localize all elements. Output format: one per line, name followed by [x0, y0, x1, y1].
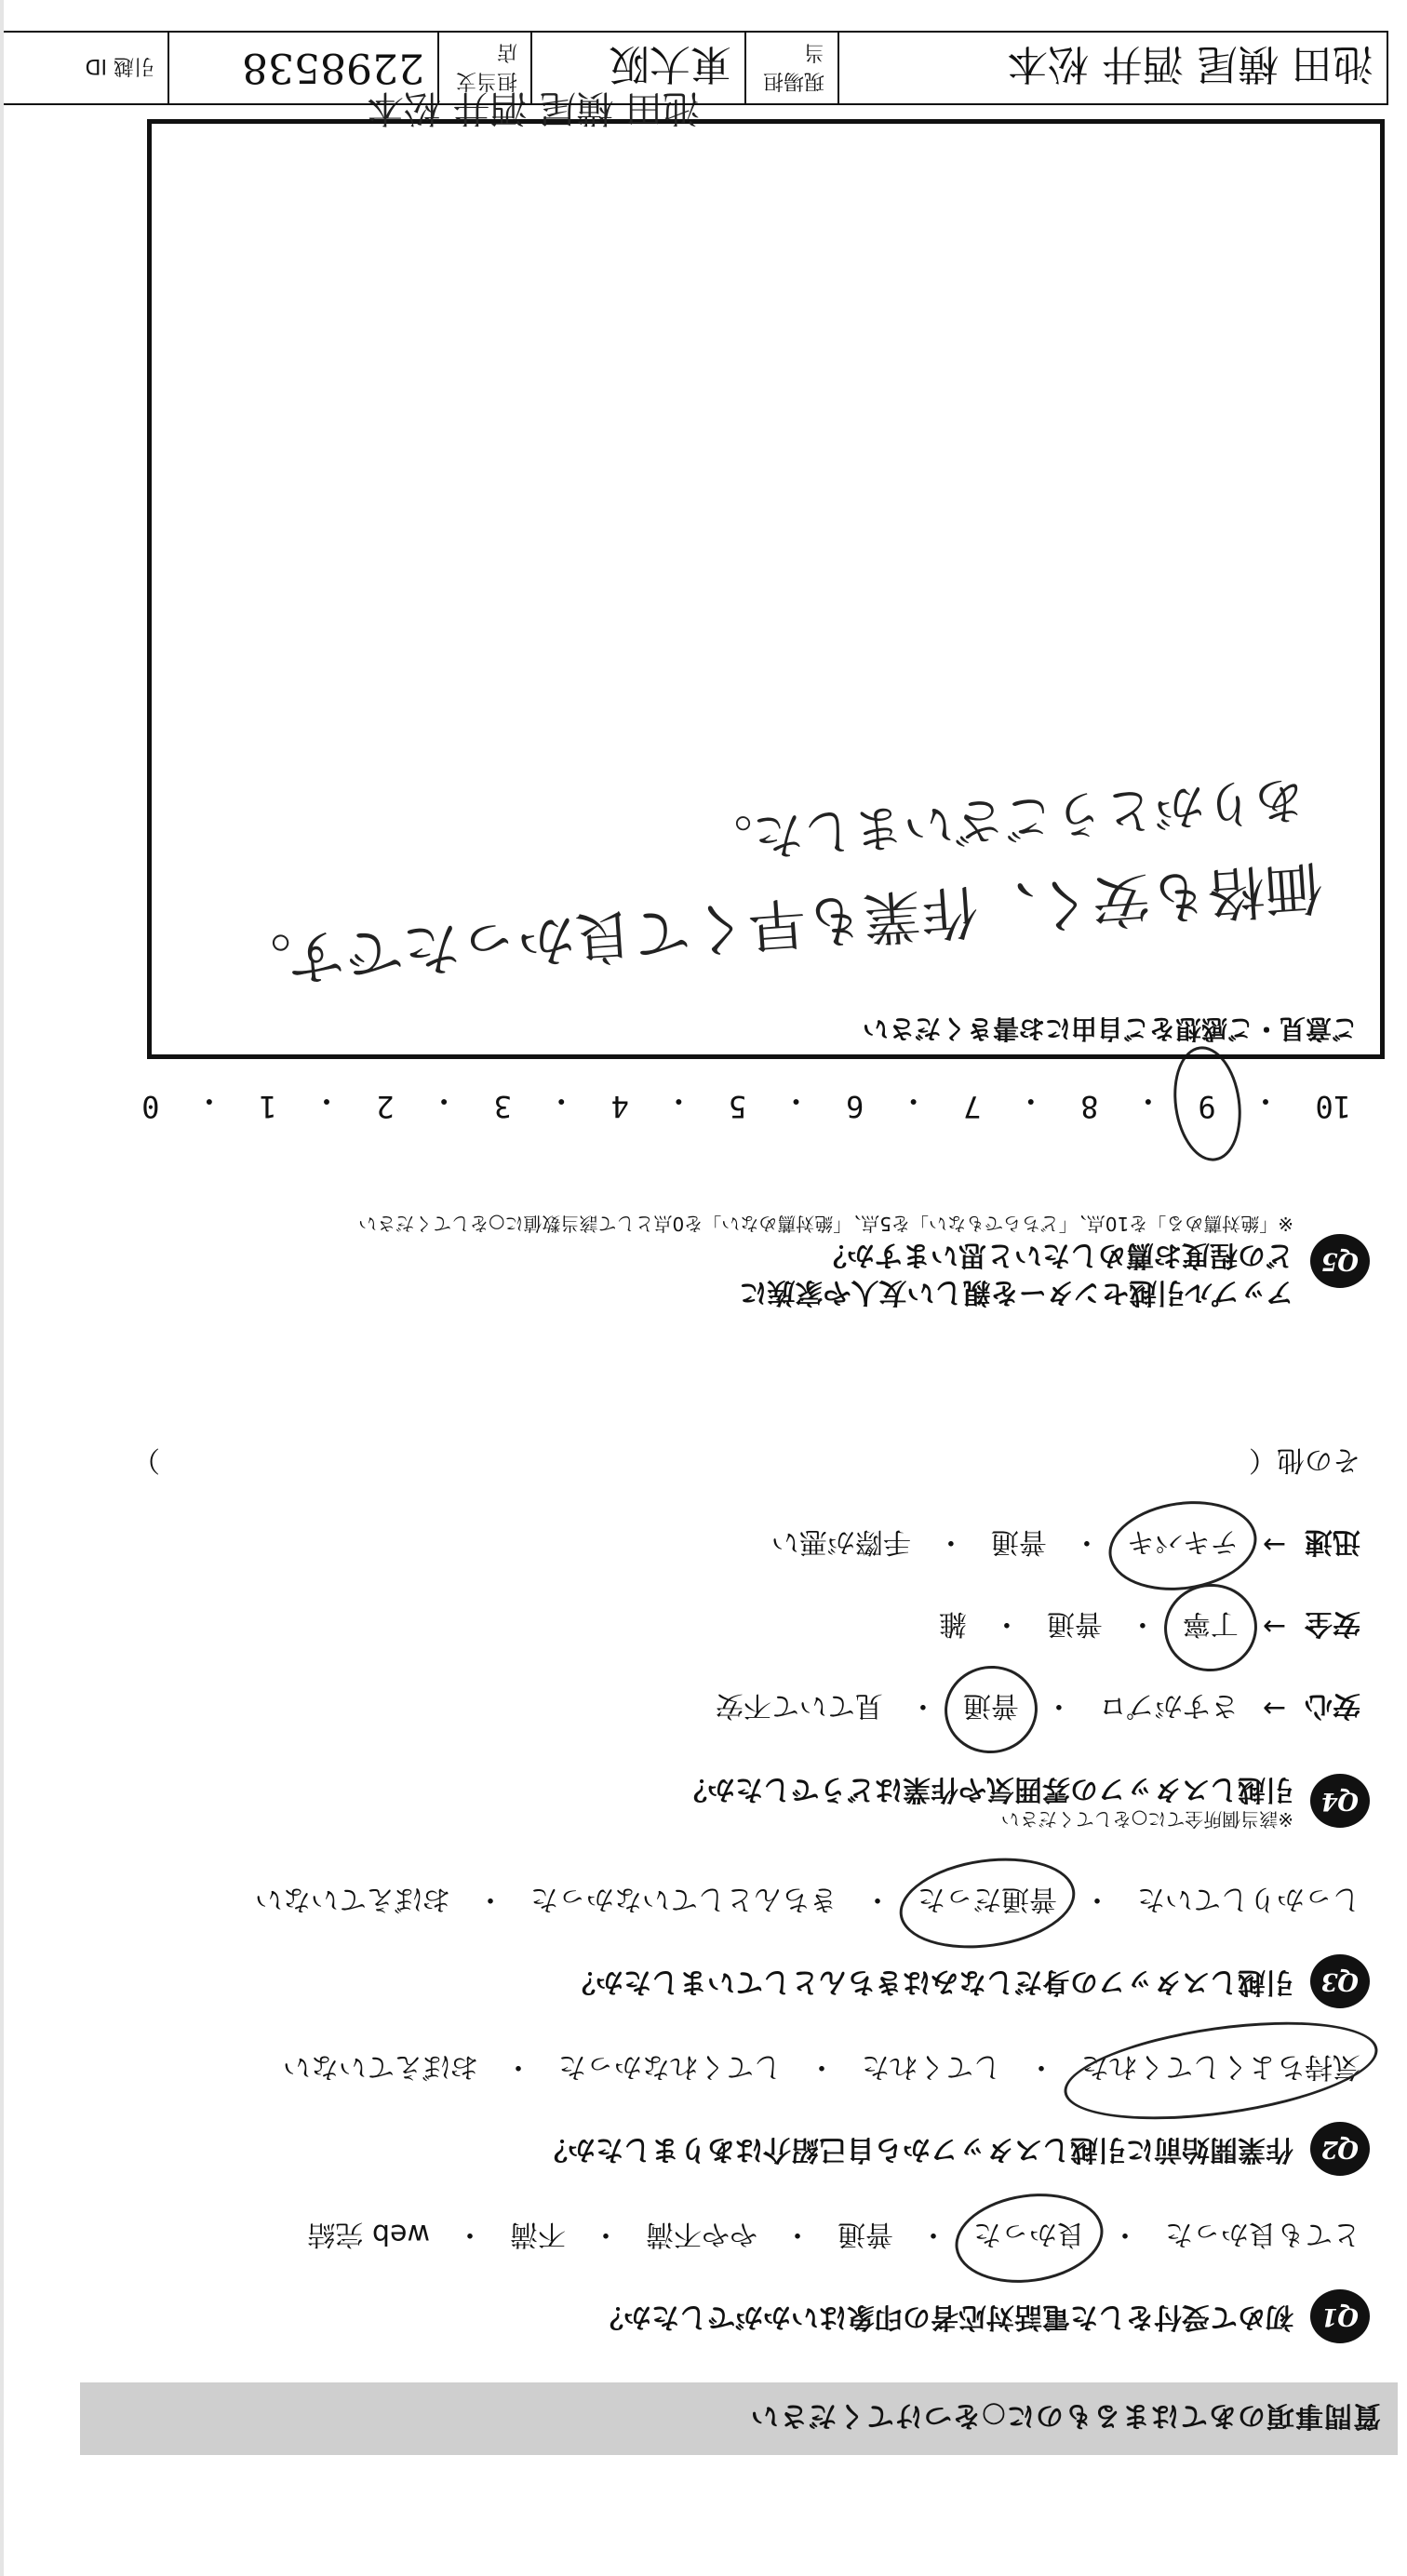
handwritten-comment-line1: 価格も安く、作業も早くて良かったです。 — [232, 852, 1325, 997]
scale-value[interactable]: 10 — [1315, 1089, 1351, 1124]
q4-row-anzen: 安全 → 丁寧 ・ 普通 ・ 雑 — [48, 1606, 1360, 1647]
staff-cell — [839, 33, 1387, 103]
q4-row-label: 安心 — [1305, 1689, 1360, 1722]
q4-row-anshin: 安心 → さすがプロ ・ 普通 ・ 見ていて不安 — [48, 1688, 1360, 1729]
scale-value[interactable]: 5 — [728, 1089, 747, 1124]
scale-value[interactable]: 7 — [963, 1089, 982, 1124]
arrow-icon: → — [1262, 1610, 1286, 1644]
q1-option[interactable]: web 完結 — [307, 2218, 430, 2250]
q2-options: 気持ちよくしてくれた ・ してくれた ・ してくれなかった ・ おぼえていない — [48, 2049, 1360, 2090]
q4-option-selected[interactable]: 普通 — [963, 1688, 1019, 1729]
scale-value[interactable]: 0 — [141, 1089, 160, 1124]
q4-option[interactable]: 手際が悪い — [770, 1525, 911, 1558]
scale-value-selected[interactable]: 9 — [1198, 1081, 1215, 1124]
q1-option[interactable]: 普通 — [838, 2218, 893, 2250]
q3-options: しっかりしていた ・ 普通だった ・ きちんとしていなかった ・ おぼえていない — [48, 1882, 1360, 1923]
q4-option-selected[interactable]: テキパキ — [1127, 1524, 1239, 1565]
question-2 — [48, 2049, 1370, 2176]
branch-value: 東大阪 — [532, 33, 746, 103]
q4-option[interactable]: 見ていて不安 — [715, 1689, 883, 1722]
instruction-banner — [80, 2382, 1398, 2455]
q2-option-selected[interactable]: 気持ちよくしてくれた — [1081, 2049, 1360, 2090]
q1-badge: Q1 — [1310, 2289, 1370, 2343]
comment-box[interactable] — [147, 119, 1385, 1059]
arrow-icon: → — [1262, 1528, 1286, 1562]
q5-text-line1: アップル引越センターを親しい友人や家族に — [739, 1276, 1293, 1308]
staff-names-text: 池田 横尾 酒井 松本 — [366, 87, 700, 129]
q5-text-line2: どの程度お薦めしたいと思いますか？ — [819, 1239, 1293, 1271]
q5-badge: Q5 — [1310, 1234, 1370, 1288]
q4-other-label: その他（ — [1249, 1443, 1360, 1476]
branch-label: 担当支店 — [439, 33, 532, 103]
q4-badge: Q4 — [1310, 1774, 1370, 1828]
question-1 — [48, 2217, 1370, 2343]
q4-row-jinsoku: 迅速 → テキパキ ・ 普通 ・ 手際が悪い — [48, 1524, 1360, 1565]
arrow-icon: → — [1262, 1692, 1286, 1725]
q5-note: ※「絶対薦める」を10点、「どちらでもない」を5点、「絶対薦めない」を0点として該当数値に○をしてください — [358, 1213, 1293, 1235]
q3-option[interactable]: しっかりしていた — [1137, 1883, 1360, 1915]
id-value: 2298538 — [169, 33, 439, 103]
q4-option[interactable]: 普通 — [990, 1525, 1047, 1558]
question-5 — [48, 1212, 1370, 1310]
q3-option[interactable]: きちんとしていなかった — [530, 1883, 838, 1915]
q4-row-label: 安全 — [1305, 1607, 1360, 1640]
q4-option-selected[interactable]: 丁寧 — [1183, 1606, 1239, 1647]
q1-options: とても良かった ・ 良かった ・ 普通 ・ やや不満 ・ 不満 ・ web 完結 — [48, 2217, 1360, 2258]
scan-edge — [0, 0, 4, 2576]
scale-value[interactable]: 4 — [610, 1089, 629, 1124]
q2-option[interactable]: おぼえていない — [283, 2050, 478, 2083]
q4-option[interactable]: 普通 — [1046, 1607, 1103, 1640]
q1-option[interactable]: やや不満 — [646, 2218, 757, 2250]
scale-value[interactable]: 2 — [376, 1089, 395, 1124]
q3-option[interactable]: おぼえていない — [255, 1883, 450, 1915]
q3-badge: Q3 — [1310, 1954, 1370, 2008]
staff-label: 現場担当 — [746, 33, 839, 103]
q1-option[interactable]: 不満 — [510, 2218, 566, 2250]
q2-badge: Q2 — [1310, 2122, 1370, 2176]
q3-text: 引越しスタッフの身だしなみはきちんとしていましたか？ — [568, 1966, 1293, 1998]
q1-text: 初めて受付をした電話対応者の印象はいかがでしたか？ — [596, 2301, 1293, 2333]
id-label: 引越 ID — [58, 33, 169, 103]
scale-value[interactable]: 1 — [259, 1089, 277, 1124]
comment-title: ご意見・ご感想をご自由にお書きください — [862, 1013, 1358, 1044]
q2-text: 作業開始前に引越しスタッフから自己紹介はありましたか？ — [540, 2133, 1293, 2166]
footer-info-strip — [2, 31, 1388, 105]
q4-note: ※該当個所全てに○をしてください — [1000, 1808, 1293, 1831]
q4-row-label: 迅速 — [1305, 1525, 1360, 1558]
staff-value: 池田 横尾 酒井 松本 — [1007, 40, 1374, 87]
question-3 — [48, 1882, 1370, 2008]
q1-option[interactable]: とても良かった — [1165, 2218, 1360, 2250]
q5-scale: 10 ・ 9 ・ 8 ・ 7 ・ 6 ・ 5 ・ 4 ・ 3 ・ 2 ・ 1 ・ 0 — [141, 1083, 1351, 1124]
q2-option[interactable]: してくれなかった — [558, 2050, 782, 2083]
scale-value[interactable]: 3 — [493, 1089, 512, 1124]
handwritten-comment-line2: ありがとうございました。 — [701, 769, 1307, 870]
question-4 — [48, 1442, 1370, 1831]
q4-option[interactable]: 雑 — [938, 1607, 967, 1640]
q4-other-close: ） — [132, 1443, 160, 1476]
scale-value[interactable]: 6 — [845, 1089, 864, 1124]
scale-value[interactable]: 8 — [1080, 1089, 1099, 1124]
q4-option[interactable]: さすがプロ — [1098, 1689, 1239, 1722]
q3-option-selected[interactable]: 普通だった — [918, 1882, 1057, 1923]
instruction-text: 質問事項のあてはまるものに○をつけてください — [749, 2399, 1381, 2432]
q2-option[interactable]: してくれた — [862, 2050, 1001, 2083]
q4-text: 引越しスタッフの雰囲気や作業はどうでしたか？ — [679, 1773, 1293, 1805]
q1-option-selected[interactable]: 良かった — [973, 2217, 1085, 2258]
q4-other-row — [132, 1442, 1360, 1483]
